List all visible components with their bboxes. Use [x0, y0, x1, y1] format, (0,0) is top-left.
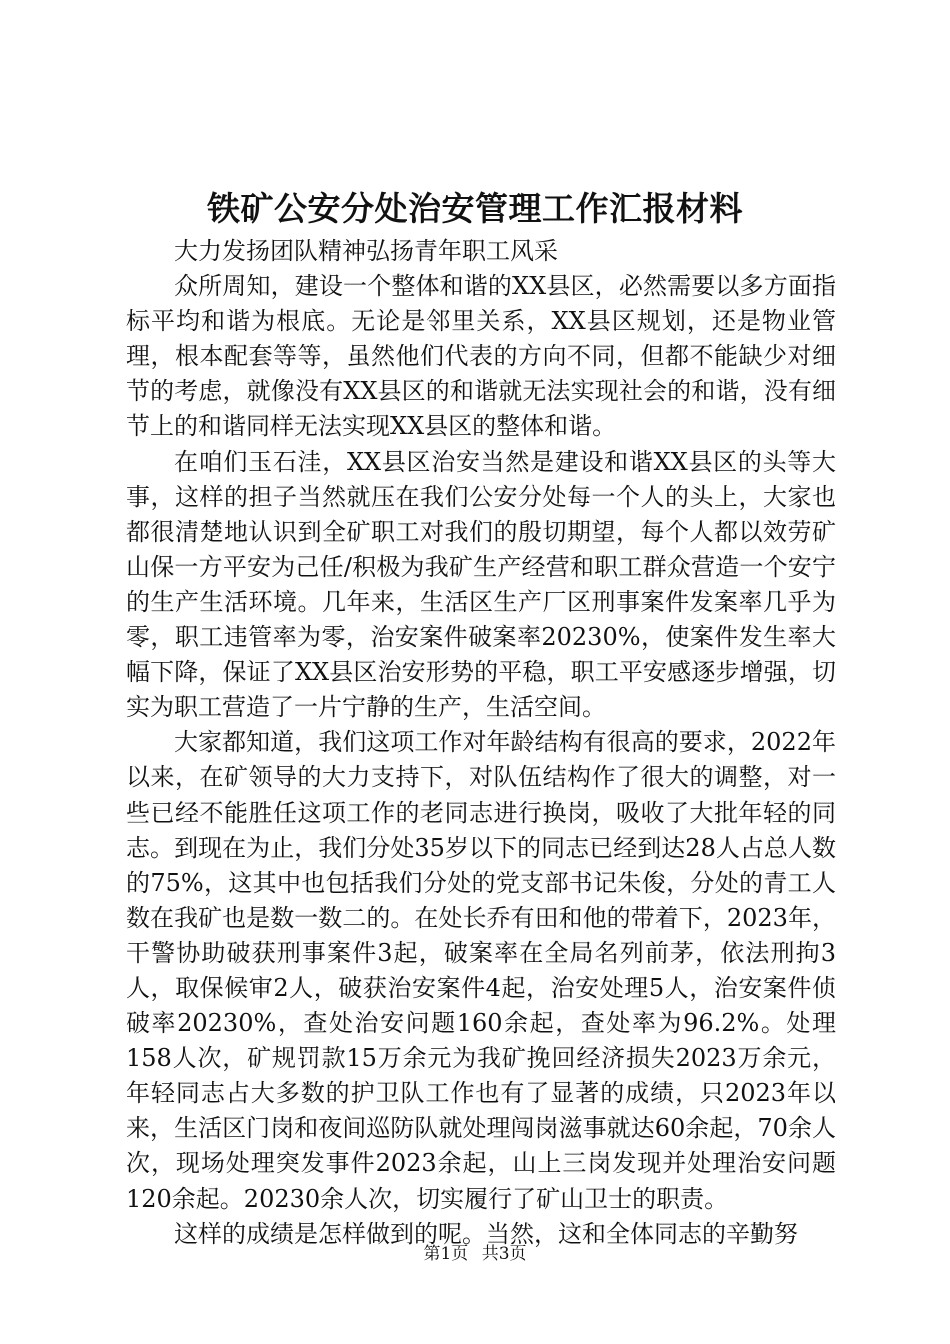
paragraph: 大家都知道，我们这项工作对年龄结构有很高的要求，2022年以来，在矿领导的大力支持下，对队伍结构作了很大的调整，对一些已经不能胜任这项工作的老同志进行换岗，吸收了大批年轻的同志。到现在为止，我们分处35岁以下的同志已经到达28人占总人数的75%，这其中也包括我们分处的党支部书记朱俊，分处的青工人数在我矿也是数一数二的。在处长乔有田和他的带着下，2023年，干警协助破获刑事案件3起，破案率在全局名列前茅，依法刑拘3人，取保候审2人，破获治安案件4起，治安处理5人，治安案件侦破率20230%，查处治安问题160余起，查处率为96.2%。处理158人次，矿规罚款15万余元为我矿挽回经济损失2023万余元，年轻同志占大多数的护卫队工作也有了显著的成绩，只2023年以来，生活区门岗和夜间巡防队就处理闯岗滋事就达60余起，70余人次，现场处理突发事件2023余起，山上三岗发现并处理治安问题120余起。20230余人次，切实履行了矿山卫士的职责。: [126, 728, 836, 1213]
paragraph: 在咱们玉石洼，XX县区治安当然是建设和谐XX县区的头等大事，这样的担子当然就压在我们公安分处每一个人的头上，大家也都很清楚地认识到全矿职工对我们的殷切期望，每个人都以效劳矿山保一方平安为己任/积极为我矿生产经营和职工群众营造一个安宁的生产生活环境。几年来，生活区生产厂区刑事案件发案率几乎为零，职工违管率为零，治安案件破案率20230%，使案件发生率大幅下降，保证了XX县区治安形势的平稳，职工平安感逐步增强，切实为职工营造了一片宁静的生产，生活空间。: [126, 447, 836, 722]
page-total: 共3页: [481, 1244, 527, 1264]
document-subtitle: 大力发扬团队精神弘扬青年职工风采: [174, 237, 558, 265]
document-body: [126, 234, 836, 1252]
document-title: 铁矿公安分处治安管理工作汇报材料: [207, 189, 743, 228]
page-footer: [0, 1242, 950, 1266]
paragraph: 这样的成绩是怎样做到的呢。当然，这和全体同志的辛勤努: [174, 1219, 798, 1248]
page-number: 第1页: [423, 1244, 469, 1264]
paragraph: 众所周知，建设一个整体和谐的XX县区，必然需要以多方面指标平均和谐为根底。无论是邻里关系，XX县区规划，还是物业管理，根本配套等等，虽然他们代表的方向不同，但都不能缺少对细节的考虑，就像没有XX县区的和谐就无法实现社会的和谐，没有细节上的和谐同样无法实现XX县区的整体和谐。: [126, 272, 836, 441]
